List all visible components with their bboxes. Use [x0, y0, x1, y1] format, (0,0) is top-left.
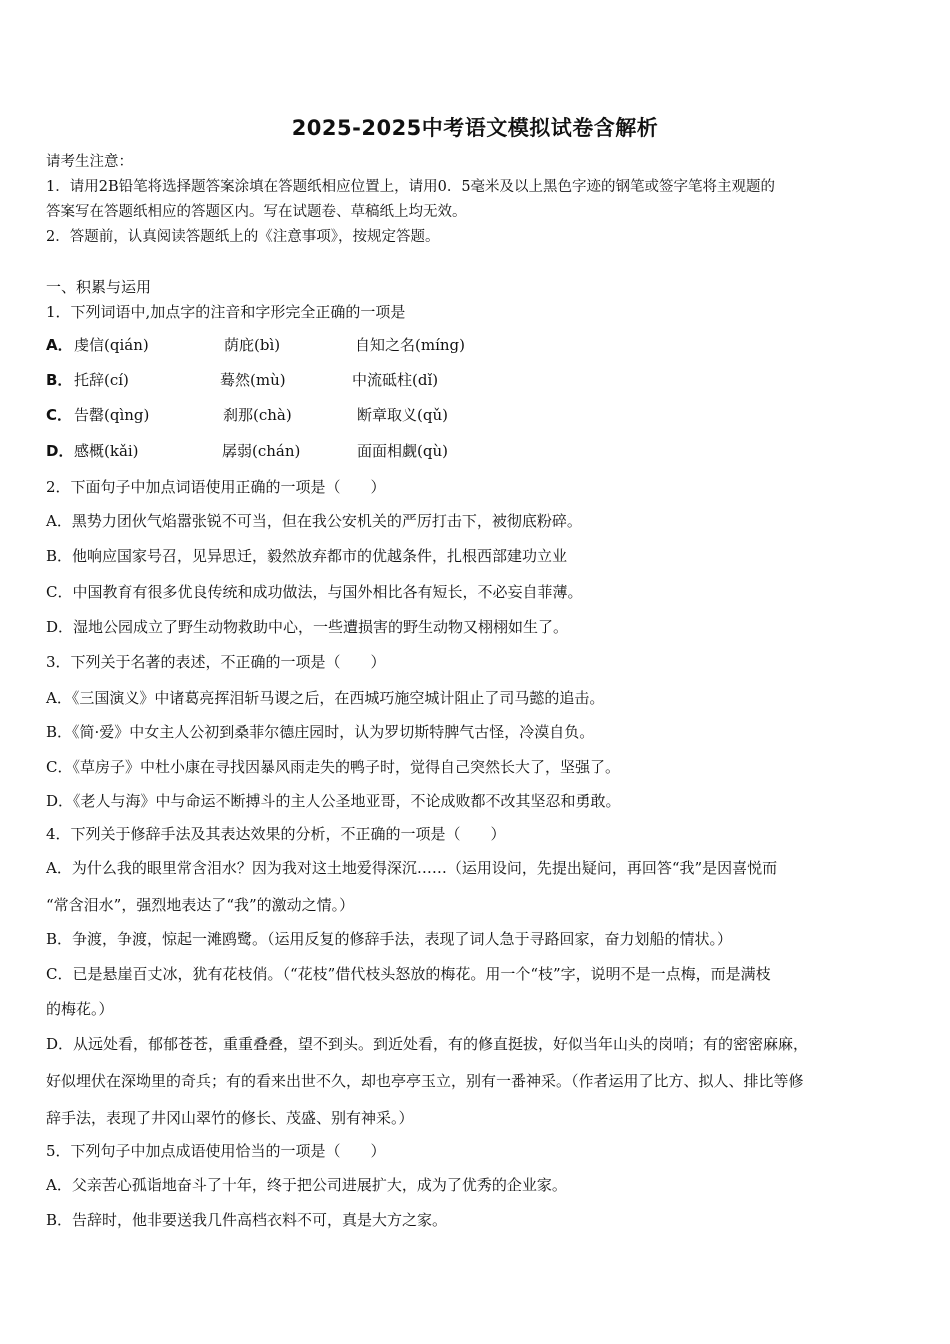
question-3-stem: 3．下列关于名著的表述，不正确的一项是（ ） — [46, 653, 386, 671]
notice-item-2: 2．答题前，认真阅读答题纸上的《注意事项》，按规定答题。 — [46, 229, 440, 245]
question-1-option-c — [46, 405, 906, 425]
question-4-option-c-line-1: C．已是悬崖百丈冰，犹有花枝俏。（“花枝”借代枝头怒放的梅花。用一个“枝”字，说明不是一点梅，而是满枝 — [46, 965, 771, 983]
option-word-1: 虔信(qián) — [74, 336, 149, 354]
question-2-option-d: D．湿地公园成立了野生动物救助中心，一些遭损害的野生动物又栩栩如生了。 — [46, 618, 569, 636]
question-4-option-d-line-1: D．从远处看，郁郁苍苍，重重叠叠，望不到头。到近处看，有的修直挺拔，好似当年山头的岗哨；有的密密麻麻， — [46, 1035, 809, 1053]
question-5-stem: 5．下列句子中加点成语使用恰当的一项是（ ） — [46, 1142, 386, 1160]
question-2-stem: 2．下面句子中加点词语使用正确的一项是（ ） — [46, 478, 386, 496]
question-4-option-a-line-1: A．为什么我的眼里常含泪水？因为我对这土地爱得深沉……（运用设问，先提出疑问，再回答“我”是因喜悦而 — [46, 859, 778, 877]
question-2-option-b: B．他响应国家号召，见异思迁，毅然放弃都市的优越条件，扎根西部建功立业 — [46, 547, 568, 565]
question-1-stem: 1．下列词语中,加点字的注音和字形完全正确的一项是 — [46, 303, 406, 321]
question-3-option-b: B．《简·爱》中女主人公初到桑菲尔德庄园时，认为罗切斯特脾气古怪，冷漠自负。 — [46, 723, 595, 741]
question-3-option-c: C．《草房子》中杜小康在寻找因暴风雨走失的鸭子时，觉得自己突然长大了，坚强了。 — [46, 758, 620, 776]
question-1-option-d — [46, 441, 906, 461]
option-word-3: 自知之名(míng) — [355, 336, 465, 354]
notice-item-1-line-2: 答案写在答题纸相应的答题区内。写在试题卷、草稿纸上均无效。 — [46, 204, 467, 220]
option-label: D． — [46, 442, 74, 460]
question-4-stem: 4．下列关于修辞手法及其表达效果的分析，不正确的一项是（ ） — [46, 825, 506, 843]
question-5-option-b: B．告辞时，他非要送我几件高档衣料不可，真是大方之家。 — [46, 1211, 448, 1229]
question-5-option-a: A．父亲苦心孤诣地奋斗了十年，终于把公司进展扩大，成为了优秀的企业家。 — [46, 1176, 567, 1194]
option-word-2: 孱弱(chán) — [222, 442, 301, 460]
question-2-option-a: A．黑势力团伙气焰嚣张锐不可当，但在我公安机关的严厉打击下，被彻底粉碎。 — [46, 512, 582, 530]
option-label: C． — [46, 406, 73, 424]
option-word-3: 断章取义(qǔ) — [357, 406, 448, 424]
question-4-option-c-line-2: 的梅花。） — [46, 1000, 114, 1018]
question-1-option-a — [46, 335, 906, 355]
question-2-option-c: C．中国教育有很多优良传统和成功做法，与国外相比各有短长，不必妄自菲薄。 — [46, 583, 583, 601]
option-word-2: 刹那(chà) — [223, 406, 292, 424]
question-1-option-b — [46, 370, 906, 390]
notice-item-1-line-1: 1．请用2B铅笔将选择题答案涂填在答题纸相应位置上，请用0．5毫米及以上黑色字迹的钢笔或签字笔将主观题的 — [46, 179, 776, 195]
option-label: A． — [46, 336, 73, 354]
notice-heading: 请考生注意： — [46, 154, 133, 170]
option-word-1: 告罄(qìng) — [74, 406, 150, 424]
page-title: 2025-2025中考语文模拟试卷含解析 — [291, 116, 659, 140]
question-3-option-a: A．《三国演义》中诸葛亮挥泪斩马谡之后，在西城巧施空城计阻止了司马懿的追击。 — [46, 689, 605, 707]
option-word-3: 面面相觑(qù) — [357, 442, 448, 460]
question-3-option-d: D．《老人与海》中与命运不断搏斗的主人公圣地亚哥，不论成败都不改其坚忍和勇敢。 — [46, 792, 621, 810]
option-word-3: 中流砥柱(dǐ) — [352, 371, 439, 389]
option-word-1: 感概(kǎi) — [74, 442, 139, 460]
section-heading: 一、积累与运用 — [46, 278, 152, 296]
option-word-2: 荫庇(bì) — [224, 336, 281, 354]
question-4-option-d-line-3: 辞手法，表现了井冈山翠竹的修长、茂盛、别有神采。） — [46, 1109, 414, 1127]
option-word-2: 蓦然(mù) — [220, 371, 286, 389]
question-4-option-b: B．争渡，争渡，惊起一滩鸥鹭。（运用反复的修辞手法，表现了词人急于寻路回家，奋力划船的情状。） — [46, 930, 733, 948]
option-word-1: 托辞(cí) — [74, 371, 129, 389]
question-4-option-a-line-2: “常含泪水”，强烈地表达了“我”的激动之情。） — [46, 896, 355, 914]
option-label: B． — [46, 371, 73, 389]
question-4-option-d-line-2: 好似埋伏在深坳里的奇兵；有的看来出世不久，却也亭亭玉立，别有一番神采。（作者运用了比方、拟人、排比等修 — [46, 1072, 804, 1090]
